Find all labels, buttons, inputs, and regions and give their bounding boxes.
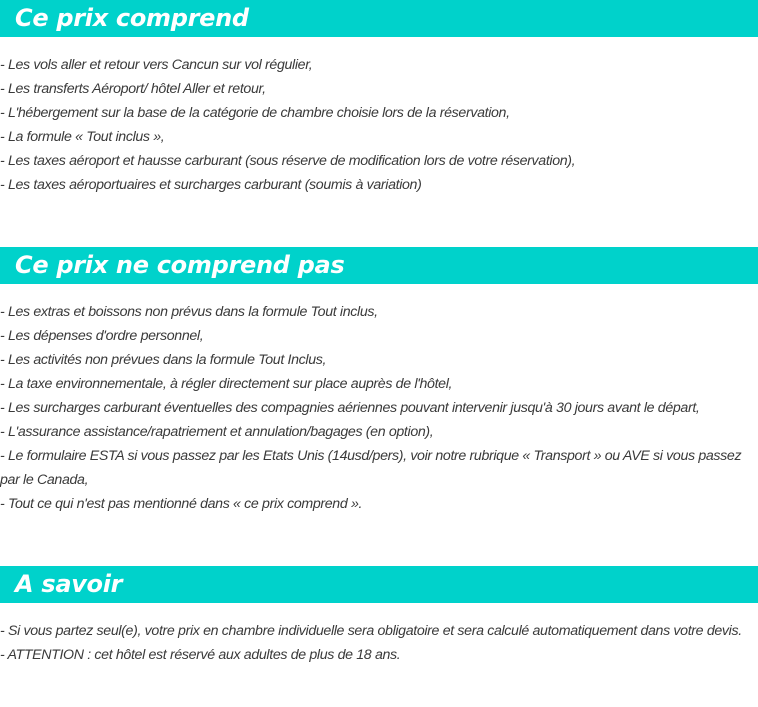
list-item: - Les taxes aéroportuaires et surcharges carburant (soumis à variation) xyxy=(0,177,422,193)
section-title: Ce prix ne comprend pas xyxy=(15,251,345,279)
list-item: - La taxe environnementale, à régler directement sur place auprès de l'hôtel, xyxy=(0,376,453,392)
list-item: - Les activités non prévues dans la formule Tout Inclus, xyxy=(0,352,327,368)
list-item: - Les extras et boissons non prévus dans la formule Tout inclus, xyxy=(0,304,378,320)
section-title: A savoir xyxy=(15,570,123,598)
list-item: - Tout ce qui n'est pas mentionné dans « ce prix comprend ». xyxy=(0,496,363,512)
list-item: - Les taxes aéroport et hausse carburant (sous réserve de modification lors de votre réservation), xyxy=(0,153,576,169)
list-item: - Le formulaire ESTA si vous passez par les Etats Unis (14usd/pers), voir notre rubrique « Transport » ou AVE si vous passez par le Canada, xyxy=(0,448,742,488)
list-item: - Si vous partez seul(e), votre prix en chambre individuelle sera obligatoire et sera calculé automatiquement dans votre devis. xyxy=(0,623,742,639)
section-header-good-to-know xyxy=(0,566,758,603)
list-item: - Les dépenses d'ordre personnel, xyxy=(0,328,204,344)
list-item: - Les transferts Aéroport/ hôtel Aller et retour, xyxy=(0,81,266,97)
list-item: - La formule « Tout inclus », xyxy=(0,129,165,145)
list-item: - L'hébergement sur la base de la catégorie de chambre choisie lors de la réservation, xyxy=(0,105,510,121)
list-item: - Les surcharges carburant éventuelles des compagnies aériennes pouvant intervenir jusqu'à 30 jours avant le départ, xyxy=(0,400,700,416)
section-header-not-included xyxy=(0,247,758,284)
list-item: - L'assurance assistance/rapatriement et annulation/bagages (en option), xyxy=(0,424,434,440)
included-list xyxy=(0,53,758,197)
list-item: - Les vols aller et retour vers Cancun sur vol régulier, xyxy=(0,57,313,73)
not-included-list xyxy=(0,300,758,516)
section-header-included xyxy=(0,0,758,37)
section-title: Ce prix comprend xyxy=(15,4,249,32)
good-to-know-list xyxy=(0,619,758,667)
list-item: - ATTENTION : cet hôtel est réservé aux adultes de plus de 18 ans. xyxy=(0,647,401,663)
